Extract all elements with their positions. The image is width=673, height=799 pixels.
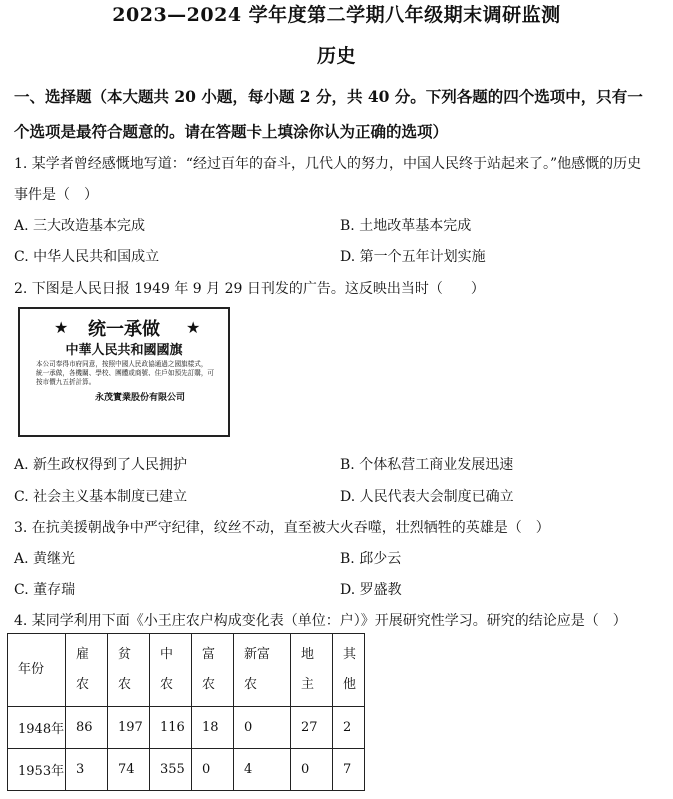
q2-stem: 2. 下图是人民日报 1949 年 9 月 29 日刊发的广告。这反映出当时（ ） xyxy=(14,281,485,297)
q1-stem-line2: 事件是（ ） xyxy=(14,187,98,203)
table-cell: 355 xyxy=(150,749,192,791)
section-heading-line2: 个选项是最符合题意的。请在答题卡上填涂你认为正确的选项） xyxy=(14,122,449,141)
table-cell: 18 xyxy=(192,707,234,749)
header-cell: 中 农 xyxy=(150,634,192,707)
table-cell: 1953年 xyxy=(8,749,66,791)
q2-option-b: B. 个体私营工商业发展迅速 xyxy=(340,457,514,473)
header-cell: 年份 xyxy=(8,634,66,707)
header-cell: 贫 农 xyxy=(108,634,150,707)
newspaper-ad-image xyxy=(18,307,230,437)
table-row xyxy=(8,749,365,791)
q1-option-c: C. 中华人民共和国成立 xyxy=(14,249,160,265)
exam-title: 2023—2024 学年度第二学期八年级期末调研监测 xyxy=(112,4,561,26)
table-cell: 3 xyxy=(66,749,108,791)
q3-stem: 3. 在抗美援朝战争中严守纪律，纹丝不动，直至被大火吞噬，壮烈牺牲的英雄是（ ） xyxy=(14,520,550,536)
table-cell: 74 xyxy=(108,749,150,791)
table-cell: 0 xyxy=(192,749,234,791)
star-icon: ★ xyxy=(186,318,201,337)
star-icon: ★ xyxy=(54,318,69,337)
q4-stem: 4. 某同学利用下面《小王庄农户构成变化表（单位：户）》开展研究性学习。研究的结论应是（ ） xyxy=(14,613,627,629)
q2-option-c: C. 社会主义基本制度已建立 xyxy=(14,489,188,505)
q1-option-a: A. 三大改造基本完成 xyxy=(14,218,146,234)
table-cell: 116 xyxy=(150,707,192,749)
table-cell: 2 xyxy=(333,707,365,749)
header-cell: 其 他 xyxy=(333,634,365,707)
ad-body-text: 本公司奉得市府同意，按照中國人民政協通過之國旗樣式， 統一承做，各機關、學校、團體或商號、住戶如預先訂購，可 按市價九五折計算。 xyxy=(36,360,215,386)
table-cell: 1948年 xyxy=(8,707,66,749)
section-heading-line1: 一、选择题（本大题共 20 小题，每小题 2 分，共 40 分。下列各题的四个选项中，只有一 xyxy=(14,87,643,106)
header-cell: 新富 农 xyxy=(234,634,291,707)
table-cell: 0 xyxy=(291,749,333,791)
ad-subheading: 中華人民共和國國旗 xyxy=(65,343,183,358)
table-header-row xyxy=(8,634,365,707)
q3-option-c: C. 董存瑞 xyxy=(14,582,76,598)
table-cell: 0 xyxy=(234,707,291,749)
ad-heading: 统一承做 xyxy=(88,319,160,340)
ad-company-name: 永茂實業股份有限公司 xyxy=(95,393,186,403)
header-cell: 地 主 xyxy=(291,634,333,707)
table-cell: 4 xyxy=(234,749,291,791)
farm-household-table xyxy=(7,633,365,791)
header-cell: 雇 农 xyxy=(66,634,108,707)
table-cell: 27 xyxy=(291,707,333,749)
table-cell: 197 xyxy=(108,707,150,749)
q3-option-d: D. 罗盛教 xyxy=(340,582,402,598)
subject-title: 历史 xyxy=(316,45,356,67)
header-cell: 富 农 xyxy=(192,634,234,707)
q2-option-a: A. 新生政权得到了人民拥护 xyxy=(14,457,188,473)
q1-stem-line1: 1. 某学者曾经感慨地写道：“经过百年的奋斗，几代人的努力，中国人民终于站起来了。”他感慨的历史 xyxy=(14,156,642,172)
q2-option-d: D. 人民代表大会制度已确立 xyxy=(340,489,514,505)
table-row xyxy=(8,707,365,749)
q3-option-a: A. 黄继光 xyxy=(14,551,76,567)
q3-option-b: B. 邱少云 xyxy=(340,551,402,567)
table-cell: 86 xyxy=(66,707,108,749)
q1-option-b: B. 土地改革基本完成 xyxy=(340,218,472,234)
q1-option-d: D. 第一个五年计划实施 xyxy=(340,249,486,265)
table-cell: 7 xyxy=(333,749,365,791)
